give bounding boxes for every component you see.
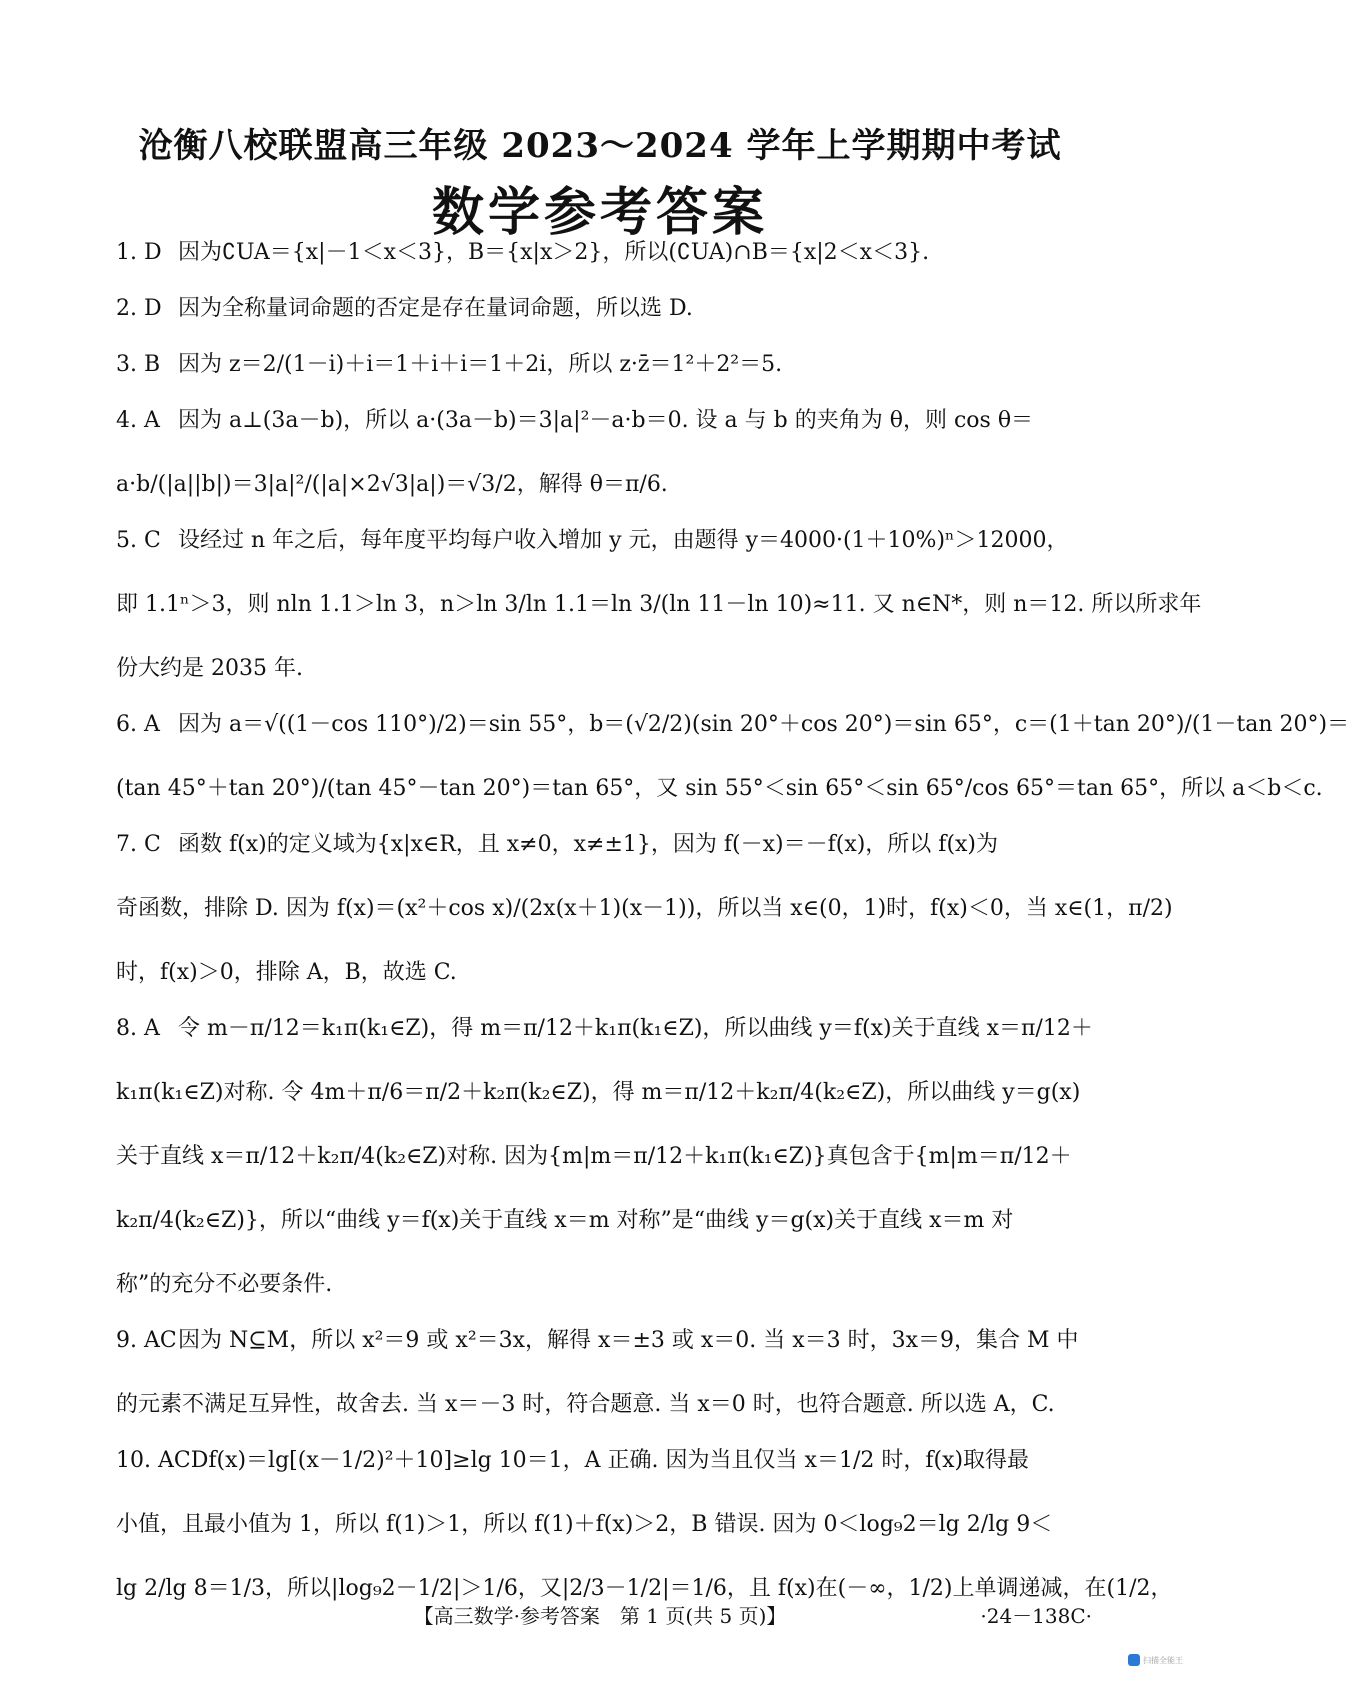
answer-text: 因为 a＝√((1－cos 110°)/2)＝sin 55°，b＝(√2/2)(sin 20°＋cos 20°)＝sin 65°，c＝(1＋tan 20°)/(1－tan 20°)＝ [178, 712, 1349, 737]
watermark-text: 扫描全能王 [1143, 1655, 1183, 1665]
answer-line [116, 894, 1173, 924]
answer-number: 5. C [116, 528, 161, 553]
answer-line [116, 1390, 1101, 1420]
answer-text: 因为∁UA＝{x|－1＜x＜3}，B＝{x|x＞2}，所以(∁UA)∩B＝{x|2＜x＜3}. [178, 240, 930, 265]
answer-list [116, 238, 1349, 1630]
answer-text: a·b/(|a||b|)＝3|a|²/(|a|×2√3|a|)＝√3/2，解得 θ＝π/6. [116, 472, 668, 497]
answer-item [116, 710, 1349, 804]
answer-line [116, 774, 1323, 804]
answer-text: 令 m－π/12＝k₁π(k₁∈Z)，得 m＝π/12＋k₁π(k₁∈Z)，所以曲线 y＝f(x)关于直线 x＝π/12＋ [178, 1016, 1093, 1041]
answer-number: 3. B [116, 352, 161, 377]
answer-line [116, 590, 1202, 620]
answer-text: f(x)＝lg[(x－1/2)²＋10]≥lg 10＝1，A 正确. 因为当且仅当 x＝1/2 时，f(x)取得最 [208, 1448, 1030, 1473]
answer-item [116, 1014, 1101, 1300]
answer-text: 因为全称量词命题的否定是存在量词命题，所以选 D. [178, 296, 693, 321]
answer-number: 7. C [116, 832, 161, 857]
answer-number: 8. A [116, 1016, 160, 1041]
footer-page-info: 【高三数学·参考答案 第 1 页(共 5 页)】 [413, 1604, 787, 1628]
answer-item [116, 1326, 1101, 1420]
answer-line [116, 1142, 1101, 1172]
answer-number: 9. AC [116, 1328, 177, 1353]
answer-text: lg 2/lg 8＝1/3，所以|log₉2－1/2|＞1/6，又|2/3－1/2|＝1/6，且 f(x)在(－∞，1/2)上单调递减，在(1/2， [116, 1576, 1173, 1601]
answer-line [116, 1446, 1101, 1476]
answer-line [116, 1326, 1101, 1356]
answer-line [116, 406, 1101, 436]
answer-text: 小值，且最小值为 1，所以 f(1)＞1，所以 f(1)＋f(x)＞2，B 错误. 因为 0＜log₉2＝lg 2/lg 9＜ [116, 1512, 1053, 1537]
answer-item [116, 238, 1101, 268]
answer-number: 4. A [116, 408, 160, 433]
scanner-watermark [1128, 1650, 1186, 1670]
answer-line [116, 654, 1101, 684]
answer-text: k₂π/4(k₂∈Z)}，所以“曲线 y＝f(x)关于直线 x＝m 对称”是“曲线 y＝g(x)关于直线 x＝m 对 [116, 1208, 1014, 1233]
answer-line [116, 1510, 1101, 1540]
answer-number: 2. D [116, 296, 162, 321]
answer-line [116, 830, 1101, 860]
answer-text: 即 1.1ⁿ＞3，则 nln 1.1＞ln 3，n＞ln 3/ln 1.1＝ln 3/(ln 11－ln 10)≈11. 又 n∈N*，则 n＝12. 所以所求年 [116, 592, 1202, 617]
answer-key-title: 数学参考答案 [431, 182, 768, 243]
answer-text: 设经过 n 年之后，每年度平均每户收入增加 y 元，由题得 y＝4000·(1＋10%)ⁿ＞12000， [178, 528, 1069, 553]
answer-line [116, 238, 1101, 268]
answer-item [116, 294, 1101, 324]
answer-text: 称”的充分不必要条件. [116, 1272, 333, 1297]
answer-line [116, 1014, 1101, 1044]
answer-line [116, 350, 1101, 380]
answer-line [116, 1270, 1101, 1300]
answer-line [116, 1206, 1101, 1236]
exam-title: 沧衡八校联盟高三年级 2023～2024 学年上学期期中考试 [138, 126, 1062, 166]
answer-item [116, 830, 1173, 988]
answer-text: 的元素不满足互异性，故舍去. 当 x＝－3 时，符合题意. 当 x＝0 时，也符合题意. 所以选 A，C. [116, 1392, 1055, 1417]
answer-text: 奇函数，排除 D. 因为 f(x)＝(x²＋cos x)/(2x(x＋1)(x－1))，所以当 x∈(0，1)时，f(x)＜0，当 x∈(1，π/2) [116, 896, 1173, 921]
answer-line [116, 470, 1101, 500]
answer-line [116, 1078, 1101, 1108]
answer-number: 1. D [116, 240, 162, 265]
answer-line [116, 294, 1101, 324]
answer-line [116, 710, 1349, 740]
page-footer [0, 1600, 1200, 1634]
scanner-logo-icon [1128, 1654, 1140, 1666]
answer-text: 份大约是 2035 年. [116, 656, 303, 681]
answer-item [116, 1446, 1173, 1604]
answer-text: 函数 f(x)的定义域为{x|x∈R，且 x≠0，x≠±1}，因为 f(－x)＝－f(x)，所以 f(x)为 [178, 832, 999, 857]
answer-text: 因为 N⊆M，所以 x²＝9 或 x²＝3x，解得 x＝±3 或 x＝0. 当 x＝3 时，3x＝9，集合 M 中 [178, 1328, 1079, 1353]
answer-text: 因为 a⊥(3a－b)，所以 a·(3a－b)＝3|a|²－a·b＝0. 设 a 与 b 的夹角为 θ，则 cos θ＝ [178, 408, 1034, 433]
answer-item [116, 526, 1202, 684]
answer-text: 时，f(x)＞0，排除 A，B，故选 C. [116, 960, 457, 985]
answer-text: k₁π(k₁∈Z)对称. 令 4m＋π/6＝π/2＋k₂π(k₂∈Z)，得 m＝π/12＋k₂π/4(k₂∈Z)，所以曲线 y＝g(x) [116, 1080, 1081, 1105]
answer-item [116, 350, 1101, 380]
answer-line [116, 958, 1101, 988]
answer-text: 因为 z＝2/(1－i)＋i＝1＋i＋i＝1＋2i，所以 z·z̄＝1²＋2²＝5. [178, 352, 783, 377]
answer-number: 10. ACD [116, 1448, 209, 1473]
answer-line [116, 526, 1101, 556]
answer-number: 6. A [116, 712, 160, 737]
answer-item [116, 406, 1101, 500]
answer-text: (tan 45°＋tan 20°)/(tan 45°－tan 20°)＝tan 65°，又 sin 55°＜sin 65°＜sin 65°/cos 65°＝tan 65°，所以 a＜b＜c. [116, 776, 1323, 801]
answer-text: 关于直线 x＝π/12＋k₂π/4(k₂∈Z)对称. 因为{m|m＝π/12＋k₁π(k₁∈Z)}真包含于{m|m＝π/12＋ [116, 1144, 1072, 1169]
footer-doc-code: ·24－138C· [980, 1604, 1092, 1628]
